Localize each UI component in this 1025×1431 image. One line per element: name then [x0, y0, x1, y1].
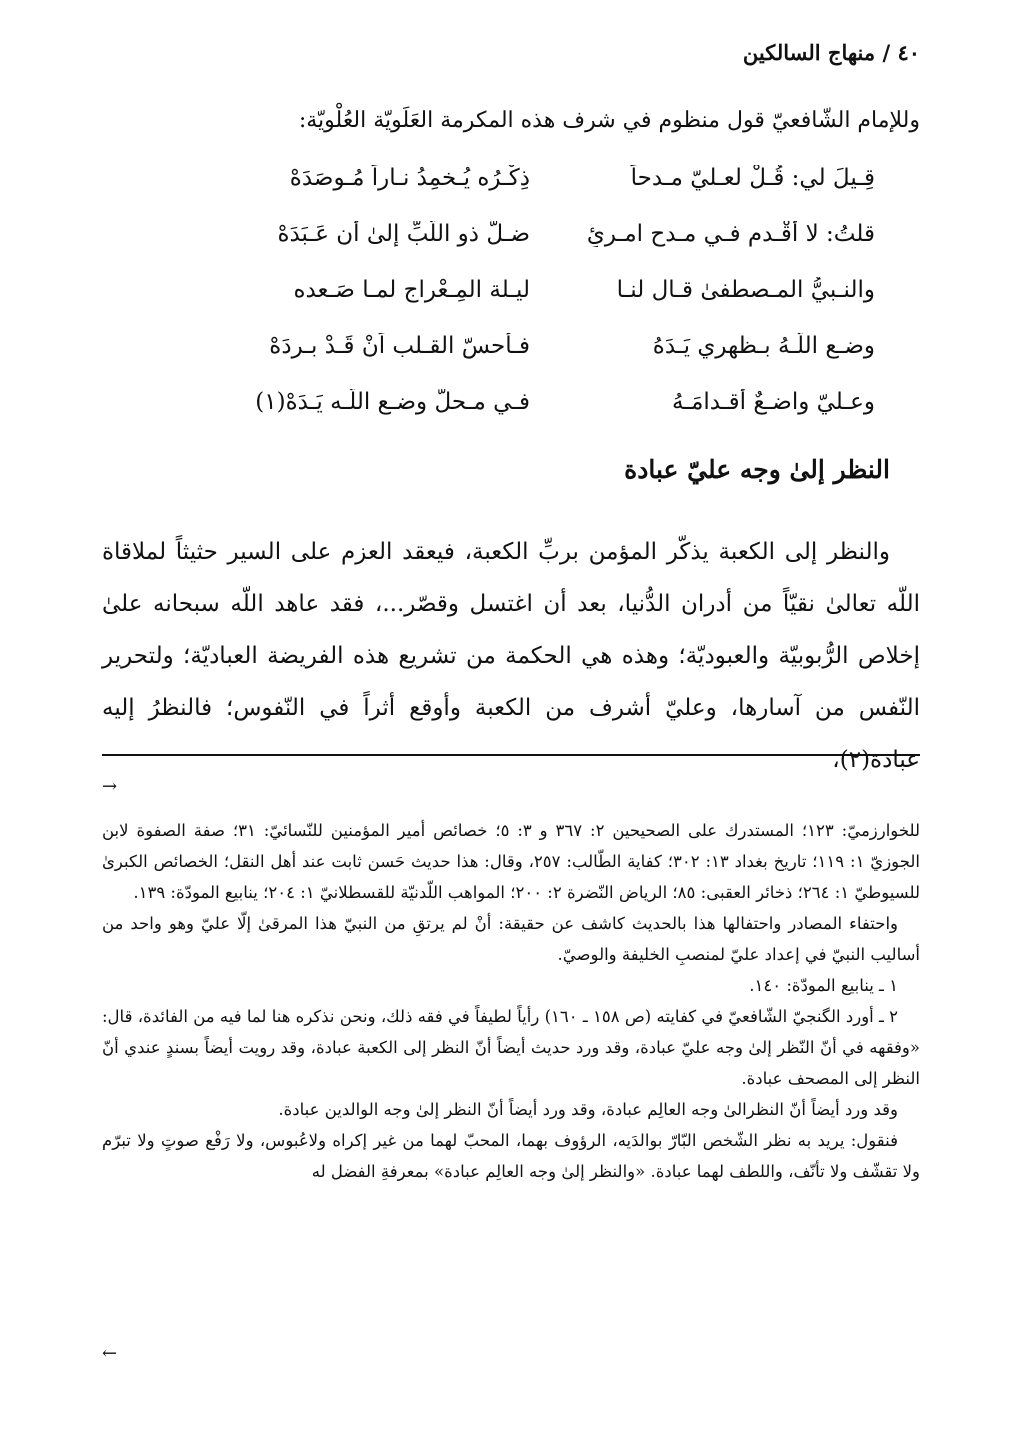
- footnote-2: ٢ ـ أورد الگنجيّ الشّافعيّ في كفايته (ص ١٥٨ ـ ١٦٠) رأياً لطيفاً في فقه ذلك، ونحن نذكره هنا لما فيه من الفائدة، قال: «وفقهه في أنّ النّظر إلىٰ وجه عليّ عبادة، وقد ورد حديث أيضاً أنّ النظر إلى الكعبة عبادة، وقد رويت أيضاً بسندٍ عندي أنّ النظر إلى المصحف عبادة.: [102, 1007, 920, 1088]
- section-title: النظر إلىٰ وجه عليّ عبادة: [624, 455, 890, 484]
- continuation-arrow-icon: →: [102, 776, 118, 797]
- verse-second-hemistich: ذِكْـرُه يُـخمِدُ نـاراً مُـوصَدَهْ: [289, 165, 530, 191]
- verse-second-hemistich: فـأحسّ القـلب اَنْ قَـدْ بـردَهْ: [269, 333, 530, 359]
- body-text: [102, 526, 920, 786]
- footnote-paragraph: واحتفاء المصادر واحتفالها هذا بالحديث كاشف عن حقيقة: أنْ لم يرتقِ من النبيّ هذا المرقىٰ إلّا عليّ وهو واحد من أساليب النبيّ في إعداد عليّ لمنصبِ الخليفة والوصيّ.: [102, 914, 920, 964]
- footnote-paragraph: وقد ورد أيضاً أنّ النظرالىٰ وجه العالِم عبادة، وقد ورد أيضاً أنّ النظر إلىٰ وجه الوالدين عبادة.: [278, 1100, 898, 1119]
- verse: [145, 318, 875, 374]
- running-head: ٤٠ / منهاج السالكين: [742, 40, 920, 65]
- verse: [145, 150, 875, 206]
- verse-first-hemistich: قِـيلَ لي: قُـلْ لعـليّ مـدحاً: [630, 165, 875, 191]
- verse: [145, 262, 875, 318]
- footnote-1: ١ ـ ينابيع المودّة: ١٤٠.: [749, 976, 898, 995]
- verse-first-hemistich: وعـليّ واضـعٌ أقـدامَـهُ: [672, 389, 875, 415]
- verse: [145, 374, 875, 430]
- verse-first-hemistich: والنـبيُّ المـصطفىٰ قـال لنـا: [616, 277, 875, 303]
- poem: [145, 150, 875, 430]
- continuation-arrow-icon: ←: [102, 1343, 118, 1364]
- footnote-continued: للخوارزميّ: ١٢٣؛ المستدرك على الصحيحين ٢: ٣٦٧ و ٣: ٥؛ خصائص أمير المؤمنين للنّسائيّ: ٣١؛ صفة الصفوة لابن الجوزيّ ١: ١١٩؛ تاريخ بغداد ١٣: ٣٠٢؛ كفاية الطّالب: ٢٥٧، وقال: هذا حديث حَسن ثابت عند أهل النقل؛ الخصائص الكبرىٰ للسيوطيّ ١: ٢٦٤؛ ذخائر العقبى: ٨٥؛ الرياض النّضرة ٢: ٢٠٠؛ المواهب اللّدنيّة للقسطلانيّ ١: ٢٠٤؛ ينابيع المودّة: ١٣٩.: [102, 821, 920, 902]
- footnote-divider: [102, 754, 920, 756]
- verse: [145, 206, 875, 262]
- verse-first-hemistich: وضـع اللّـهُ بـظهري يَـدَهُ: [652, 333, 875, 359]
- verse-second-hemistich: ليـلة المِـعْراج لمـا صَـعده: [293, 277, 530, 303]
- footnotes: [102, 815, 920, 1187]
- verse-second-hemistich: ضـلّ ذو اللُّبِّ إلىٰ أن عَـبَدَهْ: [277, 221, 530, 247]
- poem-intro: وللإمام الشّافعيّ قول منظوم في شرف هذه المكرمة العَلَويّة العُلْويّة:: [298, 108, 920, 133]
- verse-first-hemistich: قلتُ: لا أَقْـدم فـي مـدح امـرئٍ: [586, 221, 875, 247]
- verse-second-hemistich: فـي مـحلّ وضـع اللّـه يَـدَهْ(١): [255, 389, 530, 415]
- footnote-paragraph: فنقول: يريد به نظر الشّخص البّارّ بوالدَيه، الرؤوف بهما، المحبّ لهما من غير إكراه ولاعُبوس، ولا رَفْع صوتٍ ولا تبرّم ولا تقشّف ولا تأنّف، واللطف لهما عبادة. «والنظر إلىٰ وجه العالِم عبادة» بمعرفةِ الفضل له: [102, 1131, 920, 1181]
- paragraph: والنظر إلى الكعبة يذكّر المؤمن بربِّ الكعبة، فيعقد العزم على السير حثيثاً لملاقاة اللّه تعالىٰ نقيّاً من أدران الدُّنيا، بعد أن اغتسل وقصّر...، فقد عاهد اللّه سبحانه علىٰ إخلاص الرُّبوبيّة والعبوديّة؛ وهذه هي الحكمة من تشريع هذه الفريضة العباديّة؛ ولتحرير النّفس من آسارها، وعليّ أشرف من الكعبة وأوقع أثراً في النّفوس؛ فالنظرُ إليه عبادة(٢)،: [102, 539, 920, 773]
